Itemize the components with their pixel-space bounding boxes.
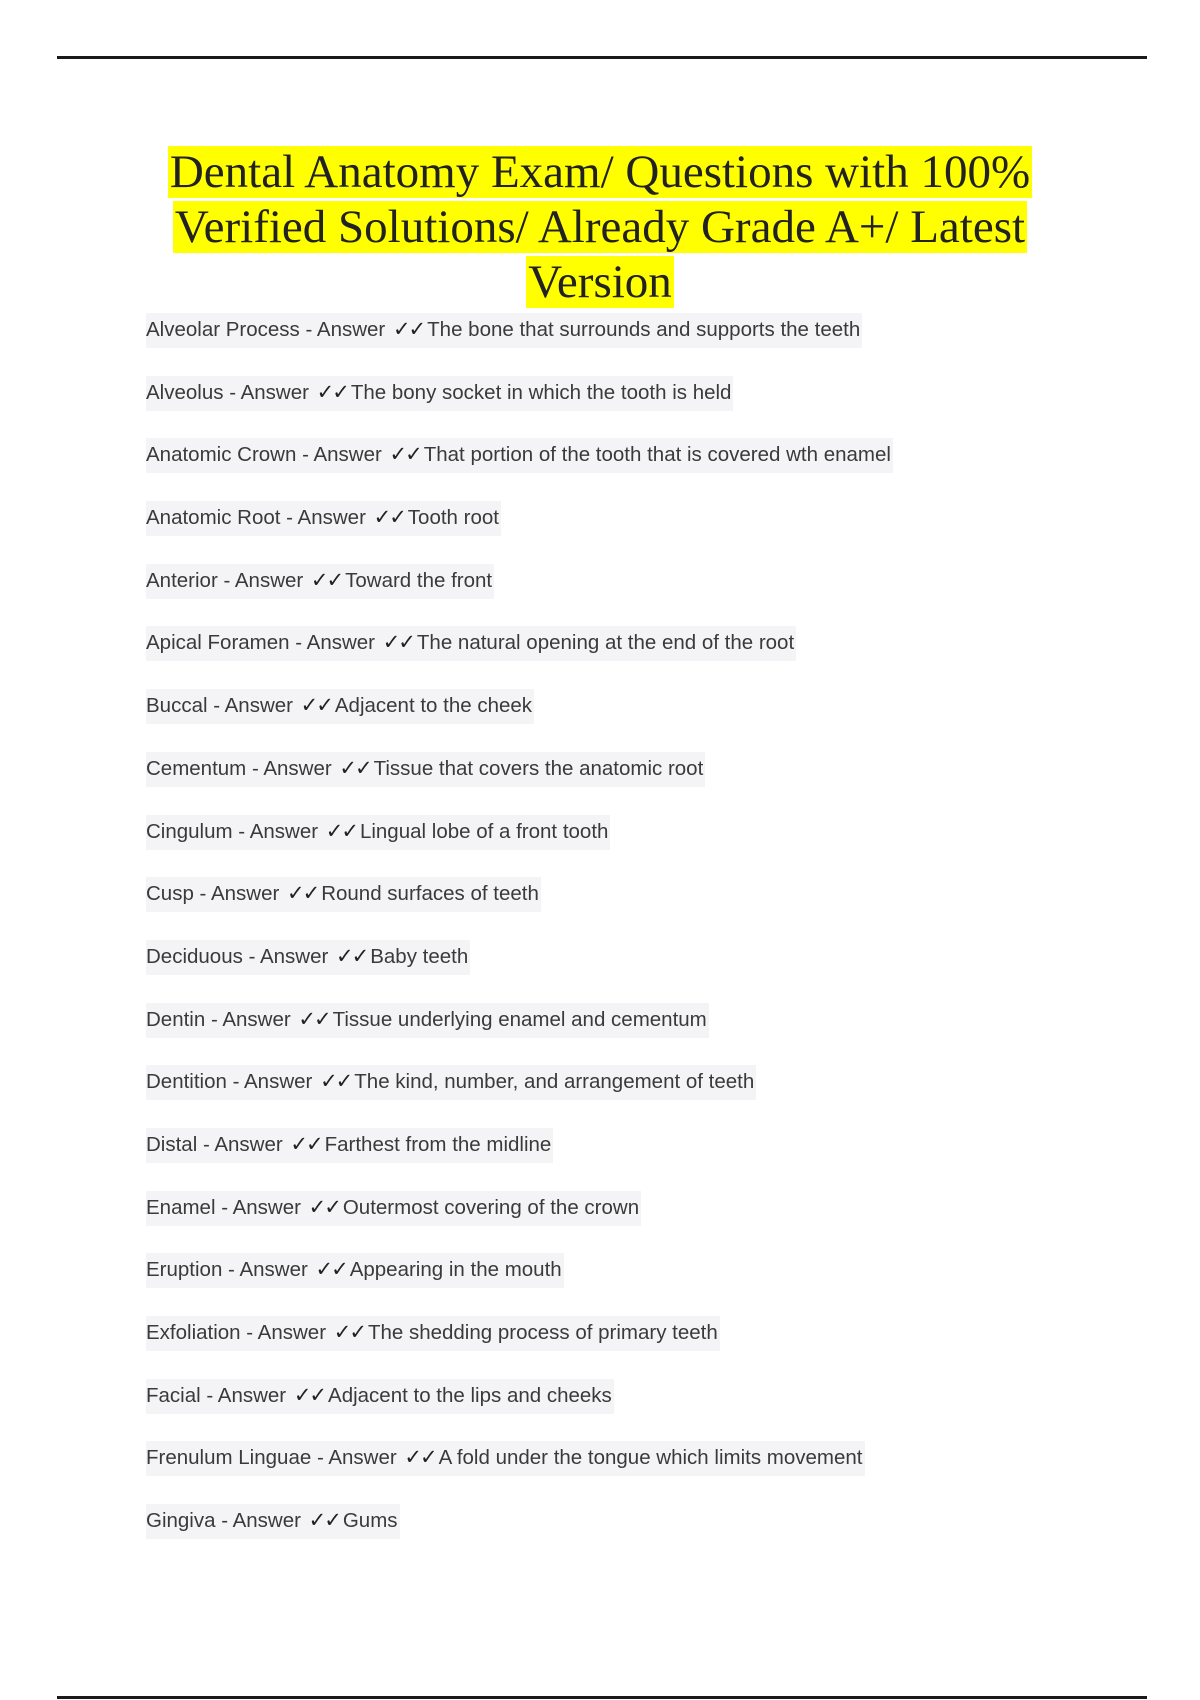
entry-text xyxy=(146,313,862,348)
entry-text xyxy=(146,1003,709,1038)
entry-term: Distal xyxy=(146,1132,198,1156)
check-icon: ✓✓ xyxy=(287,882,319,906)
entry-text xyxy=(146,752,705,787)
entry-term: Cusp xyxy=(146,882,194,906)
list-item xyxy=(146,1253,893,1316)
entry-separator: - Answer xyxy=(289,631,381,655)
entry-separator: - Answer xyxy=(207,694,299,718)
entry-answer: Lingual lobe of a front tooth xyxy=(359,819,609,843)
entry-answer: Adjacent to the cheek xyxy=(334,694,533,718)
entry-answer: Baby teeth xyxy=(370,944,469,968)
check-icon: ✓✓ xyxy=(325,819,357,843)
entry-separator: - Answer xyxy=(226,1070,319,1094)
entry-separator: - Answer xyxy=(222,1258,314,1282)
entry-separator: - Answer xyxy=(242,944,335,968)
entry-text xyxy=(146,376,733,411)
entry-text xyxy=(146,626,796,661)
check-icon: ✓✓ xyxy=(382,631,414,655)
entry-term: Exfoliation xyxy=(146,1321,241,1344)
entry-separator: - Answer xyxy=(197,1132,289,1156)
check-icon: ✓✓ xyxy=(308,1509,340,1533)
entry-answer: The bony socket in which the tooth is held xyxy=(350,380,732,404)
entry-separator: - Answer xyxy=(311,1446,403,1470)
check-icon: ✓✓ xyxy=(310,568,343,592)
check-icon: ✓✓ xyxy=(333,1321,365,1344)
entry-answer: The shedding process of primary teeth xyxy=(367,1321,718,1344)
check-icon: ✓✓ xyxy=(373,506,405,530)
entry-answer: The bone that surrounds and supports the teeth xyxy=(427,318,861,341)
check-icon: ✓✓ xyxy=(404,1446,436,1470)
entry-text xyxy=(146,564,494,599)
entry-separator: - Answer xyxy=(223,380,315,404)
list-item xyxy=(146,815,893,878)
entry-term: Enamel xyxy=(146,1195,216,1219)
list-item xyxy=(146,1441,893,1504)
check-icon: ✓✓ xyxy=(336,944,368,968)
entry-term: Eruption xyxy=(146,1258,223,1282)
entry-answer: That portion of the tooth that is covered wth enamel xyxy=(423,443,891,467)
entry-separator: - Answer xyxy=(217,568,309,592)
entry-separator: - Answer xyxy=(299,318,391,341)
entry-term: Frenulum Linguae xyxy=(146,1446,312,1470)
document-title xyxy=(150,145,1050,310)
entry-answer: A fold under the tongue which limits movement xyxy=(438,1446,863,1470)
entry-term: Anatomic Crown xyxy=(146,443,297,467)
top-rule xyxy=(57,56,1147,59)
entry-separator: - Answer xyxy=(193,882,285,906)
entry-term: Gingiva xyxy=(146,1509,216,1533)
entry-text xyxy=(146,877,541,912)
entry-term: Facial xyxy=(146,1383,201,1407)
entry-separator: - Answer xyxy=(296,443,388,467)
check-icon: ✓✓ xyxy=(308,1195,340,1219)
title-line-2: Verified Solutions/ Already Grade A+/ Latest xyxy=(174,201,1026,253)
entry-text xyxy=(146,1191,641,1226)
entry-text xyxy=(146,940,470,975)
list-item xyxy=(146,752,893,815)
entry-separator: - Answer xyxy=(200,1383,292,1407)
entry-text xyxy=(146,815,610,850)
entry-answer: Toward the front xyxy=(345,568,493,592)
list-item xyxy=(146,626,893,689)
entry-term: Alveolar Process xyxy=(146,318,300,341)
entry-answer: The natural opening at the end of the root xyxy=(416,631,795,655)
list-item xyxy=(146,376,893,439)
check-icon: ✓✓ xyxy=(392,318,425,341)
entry-separator: - Answer xyxy=(232,819,324,843)
entry-separator: - Answer xyxy=(246,756,338,780)
entry-answer: Adjacent to the lips and cheeks xyxy=(328,1383,612,1407)
entry-text xyxy=(146,1379,614,1414)
check-icon: ✓✓ xyxy=(300,694,332,718)
entry-term: Alveolus xyxy=(146,380,224,404)
list-item xyxy=(146,1191,893,1254)
entry-text xyxy=(146,438,893,473)
entry-text xyxy=(146,1316,720,1351)
entry-term: Cingulum xyxy=(146,819,233,843)
entry-term: Anterior xyxy=(146,568,218,592)
list-item xyxy=(146,1379,893,1442)
list-item xyxy=(146,877,893,940)
entry-separator: - Answer xyxy=(205,1007,297,1031)
list-item xyxy=(146,564,893,627)
check-icon: ✓✓ xyxy=(293,1383,326,1407)
entry-answer: Tissue that covers the anatomic root xyxy=(373,756,704,780)
entry-term: Cementum xyxy=(146,756,247,780)
entry-text xyxy=(146,1253,564,1288)
list-item xyxy=(146,1065,893,1128)
entry-separator: - Answer xyxy=(215,1195,307,1219)
list-item xyxy=(146,689,893,752)
entry-term: Dentin xyxy=(146,1007,206,1031)
entry-separator: - Answer xyxy=(280,506,372,530)
entry-text xyxy=(146,501,501,536)
check-icon: ✓✓ xyxy=(320,1070,352,1094)
list-item xyxy=(146,438,893,501)
bottom-rule xyxy=(57,1696,1147,1699)
check-icon: ✓✓ xyxy=(339,756,371,780)
title-line-3: Version xyxy=(528,256,672,308)
entry-text xyxy=(146,689,534,724)
entry-term: Dentition xyxy=(146,1070,227,1094)
list-item xyxy=(146,313,893,376)
check-icon: ✓✓ xyxy=(298,1007,330,1031)
check-icon: ✓✓ xyxy=(315,1258,347,1282)
entry-answer: Tissue underlying enamel and cementum xyxy=(332,1007,707,1031)
title-line-1: Dental Anatomy Exam/ Questions with 100% xyxy=(169,146,1031,198)
check-icon: ✓✓ xyxy=(389,443,421,467)
list-item xyxy=(146,1316,893,1379)
list-item xyxy=(146,940,893,1003)
list-item xyxy=(146,1504,893,1567)
entry-answer: The kind, number, and arrangement of teeth xyxy=(354,1070,755,1094)
check-icon: ✓✓ xyxy=(316,380,348,404)
list-item xyxy=(146,1003,893,1066)
entry-answer: Round surfaces of teeth xyxy=(321,882,539,906)
entry-answer: Tooth root xyxy=(407,506,499,530)
entry-answer: Farthest from the midline xyxy=(324,1132,552,1156)
entry-separator: - Answer xyxy=(240,1321,332,1344)
entry-text xyxy=(146,1065,756,1100)
entry-answer: Appearing in the mouth xyxy=(349,1258,562,1282)
list-item xyxy=(146,501,893,564)
entry-answer: Gums xyxy=(342,1509,398,1533)
list-item xyxy=(146,1128,893,1191)
entry-term: Deciduous xyxy=(146,944,243,968)
entry-text xyxy=(146,1504,400,1539)
entry-answer: Outermost covering of the crown xyxy=(342,1195,640,1219)
entry-text xyxy=(146,1128,553,1163)
entry-term: Apical Foramen xyxy=(146,631,290,655)
check-icon: ✓✓ xyxy=(290,1132,322,1156)
entry-term: Anatomic Root xyxy=(146,506,281,530)
entry-term: Buccal xyxy=(146,694,208,718)
flashcard-list xyxy=(146,313,893,1567)
entry-separator: - Answer xyxy=(215,1509,307,1533)
entry-text xyxy=(146,1441,865,1476)
